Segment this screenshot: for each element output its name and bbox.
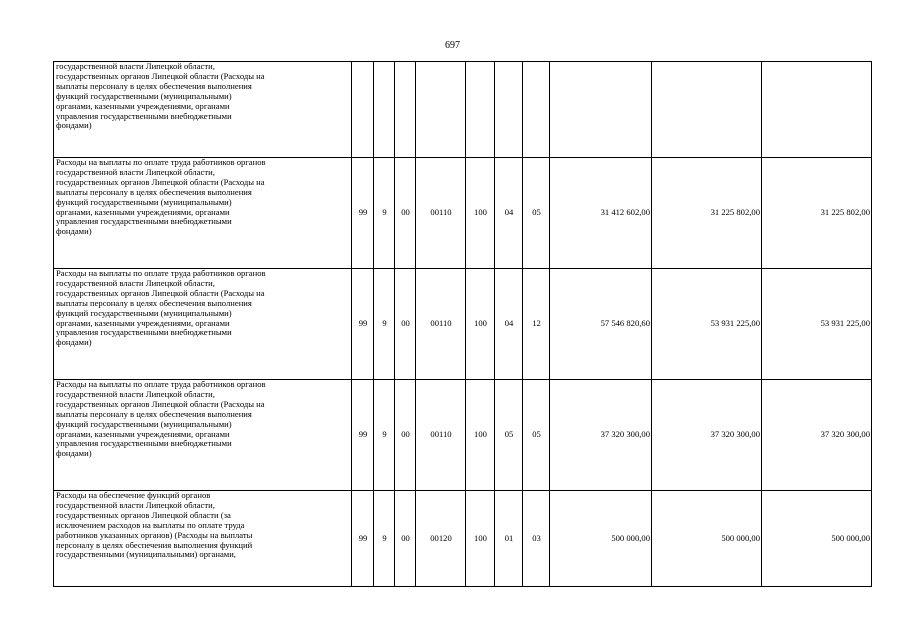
code-direction: 00110 xyxy=(416,380,466,491)
table-row xyxy=(54,269,872,380)
code-subsection: 05 xyxy=(523,158,550,269)
amount-year-2 xyxy=(652,62,762,158)
code-section: 04 xyxy=(495,269,523,380)
amount-year-2: 37 320 300,00 xyxy=(652,380,762,491)
code-direction xyxy=(416,62,466,158)
amount-year-1: 57 546 820,60 xyxy=(550,269,652,380)
code-main-activity xyxy=(395,62,416,158)
amount-year-3: 53 931 225,00 xyxy=(762,269,872,380)
code-expense-type: 100 xyxy=(466,269,495,380)
code-subprogram: 9 xyxy=(374,158,395,269)
table-row xyxy=(54,491,872,587)
row-description: государственной власти Липецкой области, государственных органов Липецкой области (Расходы на выплаты персоналу в целях обеспечения выполнения функций государственными (муниципальными) органами, казенными учреждениями, органами управления государственными внебюджетными фондами) xyxy=(54,62,352,158)
code-main-activity: 00 xyxy=(395,380,416,491)
code-section: 04 xyxy=(495,158,523,269)
row-description: Расходы на выплаты по оплате труда работников органов государственной власти Липецкой области, государственных органов Липецкой области (Расходы на выплаты персоналу в целях обеспечения выполнения функций государственными (муниципальными) органами, казенными учреждениями, органами управления государственными внебюджетными фондами) xyxy=(54,380,352,491)
code-main-activity: 00 xyxy=(395,158,416,269)
table-row xyxy=(54,62,872,158)
code-expense-type: 100 xyxy=(466,380,495,491)
code-subprogram: 9 xyxy=(374,380,395,491)
code-section: 01 xyxy=(495,491,523,587)
code-subprogram: 9 xyxy=(374,269,395,380)
code-subprogram: 9 xyxy=(374,491,395,587)
amount-year-3: 500 000,00 xyxy=(762,491,872,587)
code-main-activity: 00 xyxy=(395,491,416,587)
table-row xyxy=(54,380,872,491)
amount-year-1: 31 412 602,00 xyxy=(550,158,652,269)
code-section: 05 xyxy=(495,380,523,491)
code-subsection xyxy=(523,62,550,158)
row-description: Расходы на выплаты по оплате труда работников органов государственной власти Липецкой области, государственных органов Липецкой области (Расходы на выплаты персоналу в целях обеспечения выполнения функций государственными (муниципальными) органами, казенными учреждениями, органами управления государственными внебюджетными фондами) xyxy=(54,269,352,380)
code-program xyxy=(352,62,374,158)
code-subprogram xyxy=(374,62,395,158)
code-expense-type: 100 xyxy=(466,491,495,587)
code-section xyxy=(495,62,523,158)
amount-year-2: 53 931 225,00 xyxy=(652,269,762,380)
amount-year-3: 37 320 300,00 xyxy=(762,380,872,491)
amount-year-3: 31 225 802,00 xyxy=(762,158,872,269)
amount-year-1: 37 320 300,00 xyxy=(550,380,652,491)
table-row xyxy=(54,158,872,269)
code-subsection: 12 xyxy=(523,269,550,380)
code-subsection: 05 xyxy=(523,380,550,491)
row-description: Расходы на обеспечение функций органов государственной власти Липецкой области, государственных органов Липецкой области (за исключением расходов на выплаты по оплате труда работников указанных органов) (Расходы на выплаты персоналу в целях обеспечения выполнения функций государственными (муниципальными) органами, xyxy=(54,491,352,587)
code-program: 99 xyxy=(352,491,374,587)
code-program: 99 xyxy=(352,158,374,269)
amount-year-1 xyxy=(550,62,652,158)
code-program: 99 xyxy=(352,269,374,380)
code-expense-type: 100 xyxy=(466,158,495,269)
code-direction: 00110 xyxy=(416,158,466,269)
code-subsection: 03 xyxy=(523,491,550,587)
code-direction: 00110 xyxy=(416,269,466,380)
row-description: Расходы на выплаты по оплате труда работников органов государственной власти Липецкой области, государственных органов Липецкой области (Расходы на выплаты персоналу в целях обеспечения выполнения функций государственными (муниципальными) органами, казенными учреждениями, органами управления государственными внебюджетными фондами) xyxy=(54,158,352,269)
budget-table xyxy=(53,61,872,587)
code-direction: 00120 xyxy=(416,491,466,587)
amount-year-3 xyxy=(762,62,872,158)
code-expense-type xyxy=(466,62,495,158)
page-number: 697 xyxy=(445,40,460,51)
code-program: 99 xyxy=(352,380,374,491)
code-main-activity: 00 xyxy=(395,269,416,380)
amount-year-2: 31 225 802,00 xyxy=(652,158,762,269)
amount-year-2: 500 000,00 xyxy=(652,491,762,587)
amount-year-1: 500 000,00 xyxy=(550,491,652,587)
